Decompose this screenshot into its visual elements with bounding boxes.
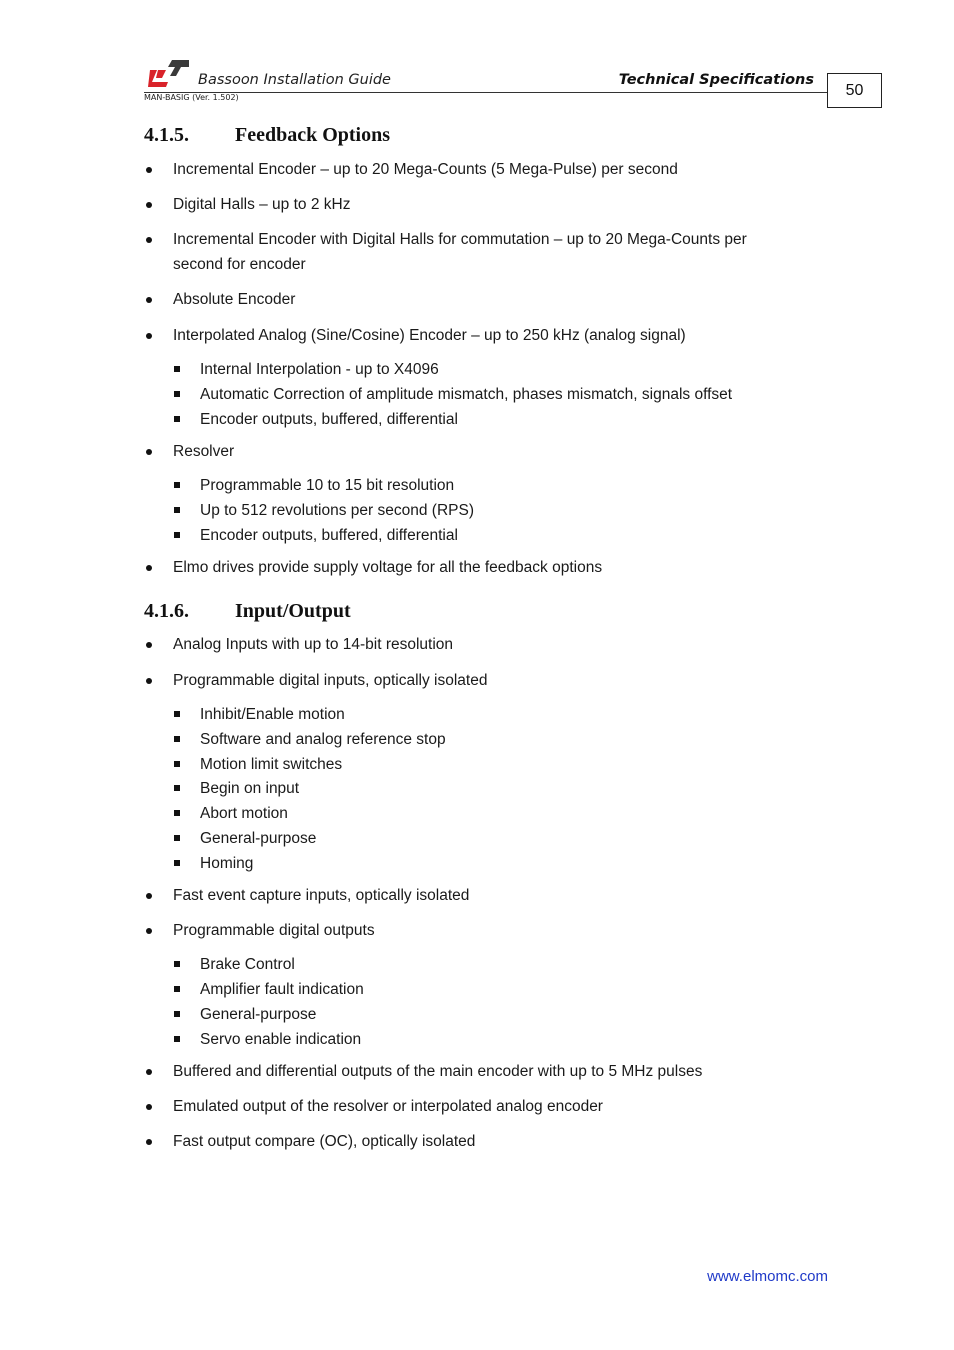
doc-version: MAN-BASIG (Ver. 1.502) (144, 93, 239, 102)
square-bullet-icon (174, 416, 180, 422)
list-item: Elmo drives provide supply voltage for all the feedback options (173, 559, 603, 576)
page-number: 50 (827, 73, 882, 108)
list-item: Resolver (173, 443, 235, 460)
heading-input-output (144, 600, 351, 623)
list-item: Buffered and differential outputs of the main encoder with up to 5 MHz pulses (173, 1063, 703, 1080)
heading-number: 4.1.6. (144, 600, 189, 622)
heading-number: 4.1.5. (144, 124, 189, 146)
heading-title: Input/Output (235, 600, 351, 622)
square-bullet-icon (174, 835, 180, 841)
bullet-icon (146, 893, 152, 899)
bullet-icon (146, 642, 152, 648)
sub-list-item: Software and analog reference stop (200, 731, 446, 748)
doc-title: Bassoon Installation Guide (198, 72, 391, 88)
list-item: Interpolated Analog (Sine/Cosine) Encoder – up to 250 kHz (analog signal) (173, 327, 686, 344)
bullet-icon (146, 678, 152, 684)
list-item: Absolute Encoder (173, 291, 296, 308)
bullet-icon (146, 928, 152, 934)
square-bullet-icon (174, 391, 180, 397)
bullet-icon (146, 202, 152, 208)
sub-list-item: Encoder outputs, buffered, differential (200, 527, 458, 544)
sub-list-item: Inhibit/Enable motion (200, 706, 345, 723)
header-divider (144, 92, 828, 93)
list-item: Analog Inputs with up to 14-bit resolution (173, 636, 454, 653)
website-link[interactable]: www.elmomc.com (707, 1268, 828, 1285)
bullet-icon (146, 237, 152, 243)
list-item: Programmable digital outputs (173, 922, 375, 939)
sub-list-item: Programmable 10 to 15 bit resolution (200, 477, 455, 494)
sub-list-item: General-purpose (200, 1006, 317, 1023)
sub-list-item: Brake Control (200, 956, 295, 973)
square-bullet-icon (174, 711, 180, 717)
sub-list-item: Encoder outputs, buffered, differential (200, 411, 458, 428)
square-bullet-icon (174, 507, 180, 513)
square-bullet-icon (174, 482, 180, 488)
square-bullet-icon (174, 785, 180, 791)
header-section-title: Technical Specifications (618, 72, 814, 88)
list-item-continuation: second for encoder (173, 256, 306, 273)
sub-list-item: General-purpose (200, 830, 317, 847)
heading-feedback-options (144, 124, 390, 147)
sub-list-item: Automatic Correction of amplitude mismatch, phases mismatch, signals offset (200, 386, 733, 403)
square-bullet-icon (174, 860, 180, 866)
list-item: Fast event capture inputs, optically isolated (173, 887, 470, 904)
square-bullet-icon (174, 986, 180, 992)
bullet-icon (146, 1069, 152, 1075)
bullet-icon (146, 1104, 152, 1110)
bullet-icon (146, 297, 152, 303)
square-bullet-icon (174, 736, 180, 742)
list-item: Emulated output of the resolver or interpolated analog encoder (173, 1098, 603, 1115)
bullet-icon (146, 333, 152, 339)
square-bullet-icon (174, 1011, 180, 1017)
bullet-icon (146, 449, 152, 455)
square-bullet-icon (174, 761, 180, 767)
sub-list-item: Servo enable indication (200, 1031, 362, 1048)
bullet-icon (146, 167, 152, 173)
bullet-icon (146, 1139, 152, 1145)
sub-list-item: Amplifier fault indication (200, 981, 364, 998)
sub-list-item: Internal Interpolation - up to X4096 (200, 361, 439, 378)
sub-list-item: Homing (200, 855, 254, 872)
heading-title: Feedback Options (235, 124, 391, 146)
sub-list-item: Motion limit switches (200, 756, 343, 773)
square-bullet-icon (174, 810, 180, 816)
sub-list-item: Up to 512 revolutions per second (RPS) (200, 502, 474, 519)
sub-list-item: Begin on input (200, 780, 300, 797)
list-item: Digital Halls – up to 2 kHz (173, 196, 351, 213)
list-item: Fast output compare (OC), optically isolated (173, 1133, 476, 1150)
list-item: Incremental Encoder – up to 20 Mega-Counts (5 Mega-Pulse) per second (173, 161, 678, 178)
square-bullet-icon (174, 961, 180, 967)
bullet-icon (146, 565, 152, 571)
list-item: Programmable digital inputs, optically isolated (173, 672, 488, 689)
elmo-logo-icon (148, 58, 190, 88)
square-bullet-icon (174, 532, 180, 538)
square-bullet-icon (174, 366, 180, 372)
square-bullet-icon (174, 1036, 180, 1042)
list-item: Incremental Encoder with Digital Halls for commutation – up to 20 Mega-Counts per (173, 231, 747, 248)
sub-list-item: Abort motion (200, 805, 288, 822)
